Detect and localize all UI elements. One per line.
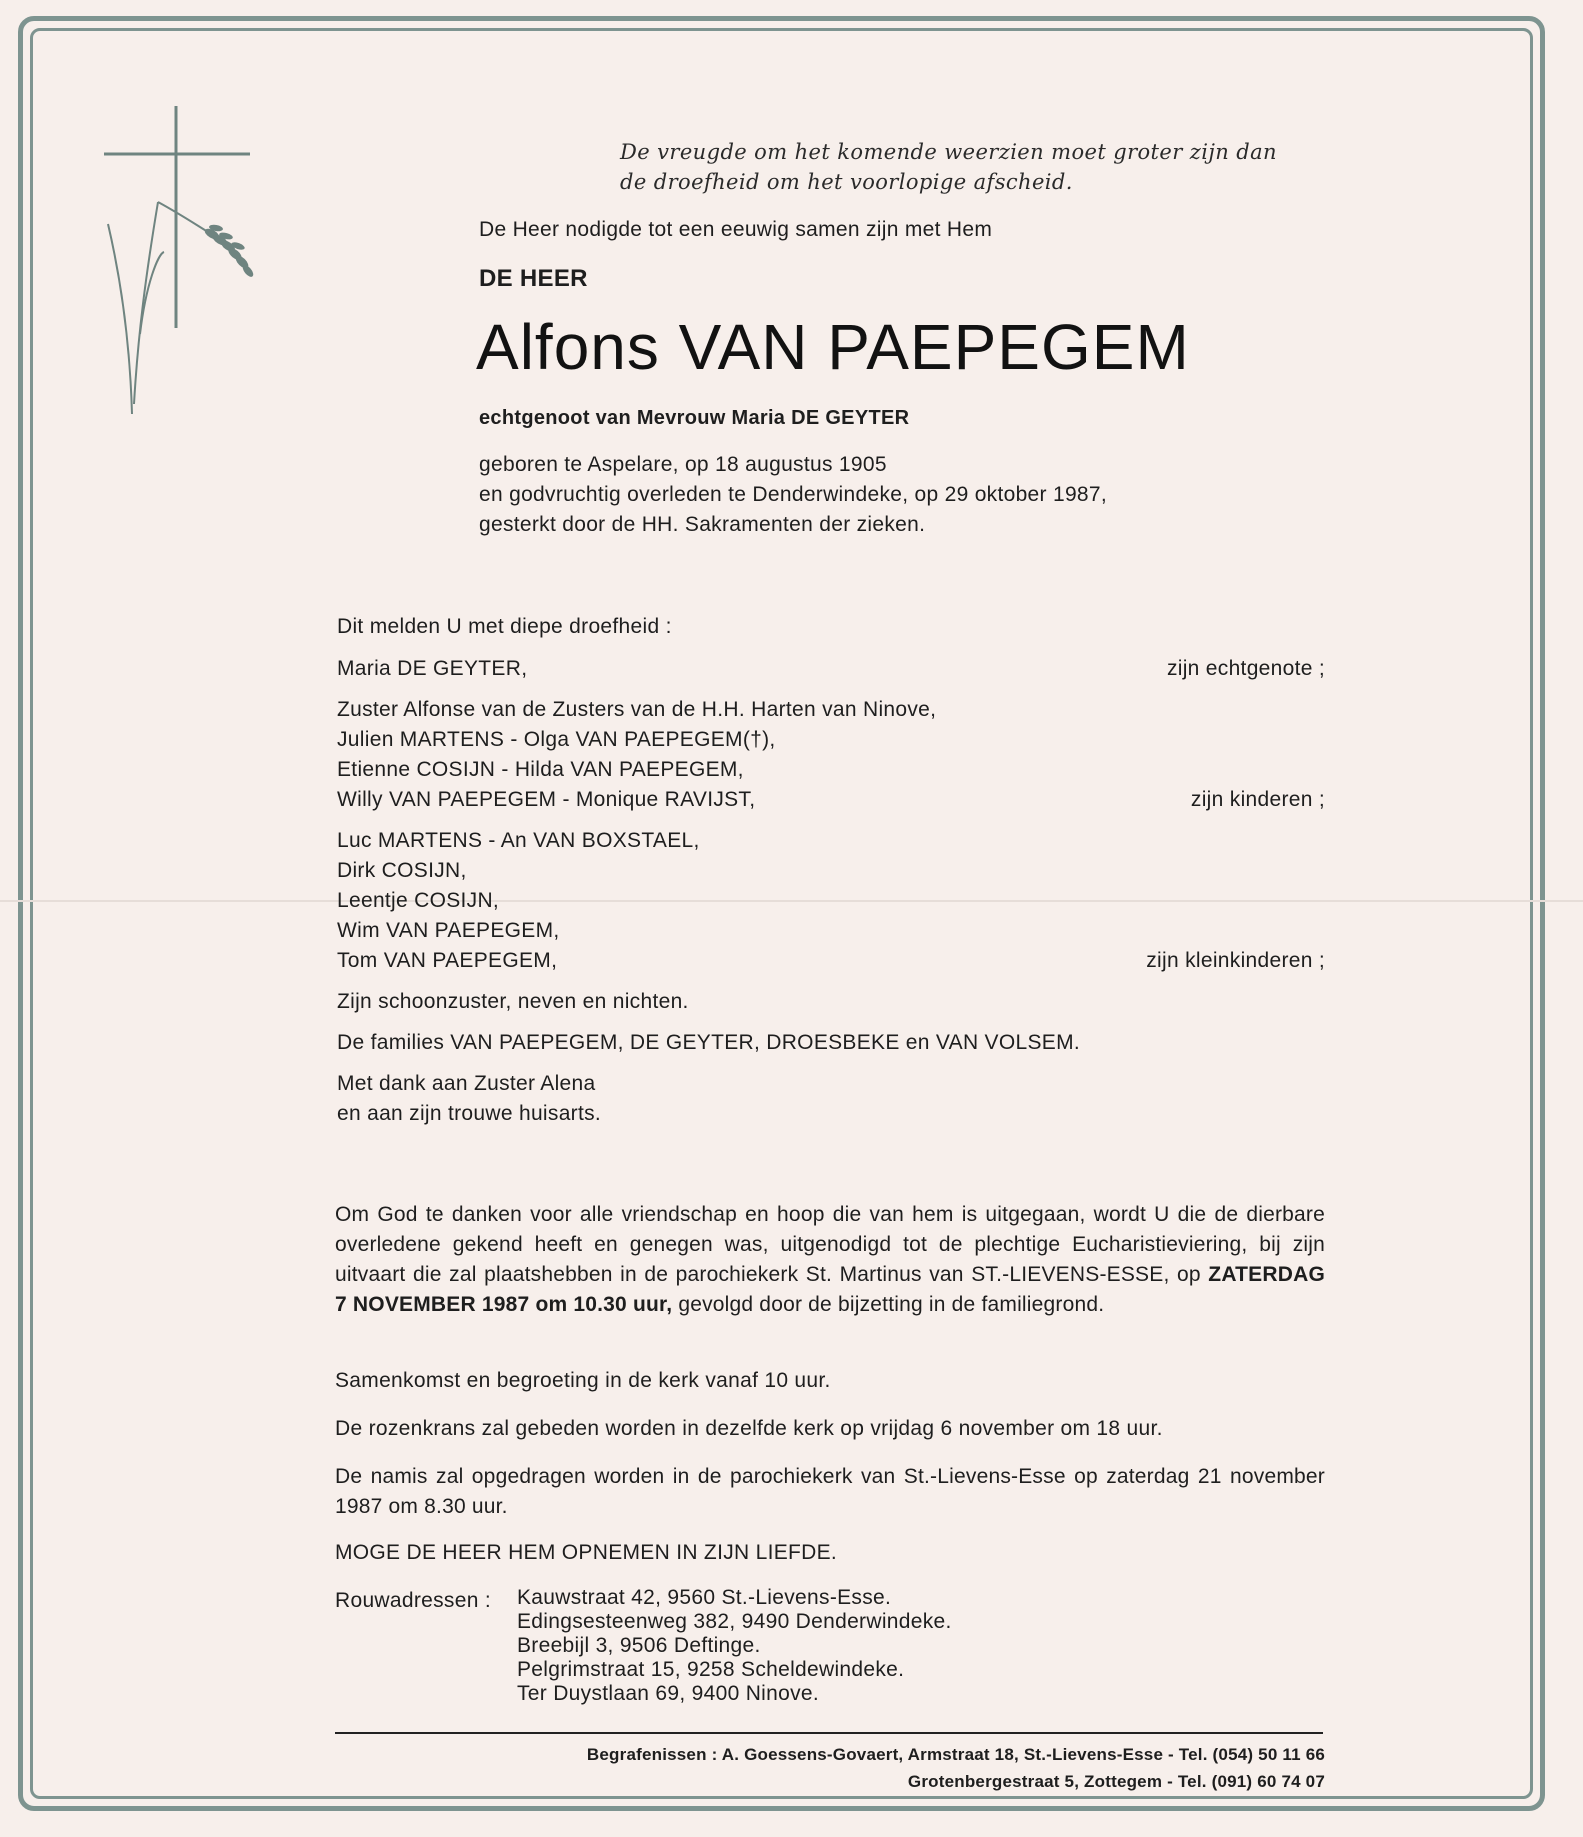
birth-line: geboren te Aspelare, op 18 augustus 1905 <box>479 453 887 476</box>
footer-line-1: Begrafenissen : A. Goessens-Govaert, Armstraat 18, St.-Lievens-Esse - Tel. (054) 50 11 66 <box>586 1745 1325 1764</box>
child-name: Willy VAN PAEPEGEM - Monique RAVIJST, <box>337 788 756 811</box>
wife-name: Maria DE GEYTER, <box>337 657 528 680</box>
grandchildren-list <box>337 826 700 976</box>
inlaws-line: Zijn schoonzuster, neven en nichten. <box>337 990 689 1013</box>
children-list <box>337 695 936 815</box>
sacrament-line: gesterkt door de HH. Sakramenten der zieken. <box>479 513 926 536</box>
address-line: Ter Duystlaan 69, 9400 Ninove. <box>517 1682 820 1705</box>
service-paragraph <box>335 1200 1325 1320</box>
service-text-1: Om God te danken voor alle vriendschap en hoop die van hem is uitgegaan, wordt U die de dierbare overledene gekend heeft en genegen was, uitgenodigd tot de plechtige Eucharistieviering, bij zijn uitvaart die zal plaatshebben in de parochiekerk St. Martinus van ST.-LIEVENS-ESSE, op <box>335 1203 1325 1286</box>
thanks-line: Met dank aan Zuster Alena <box>337 1072 596 1095</box>
addresses-label: Rouwadressen : <box>335 1589 491 1612</box>
grandchild-name: Luc MARTENS - An VAN BOXSTAEL, <box>337 829 700 852</box>
grandchild-name: Leentje COSIJN, <box>337 889 500 912</box>
footer-divider <box>335 1732 1323 1734</box>
address-line: Pelgrimstraat 15, 9258 Scheldewindeke. <box>517 1658 905 1681</box>
grandchild-name: Dirk COSIJN, <box>337 859 467 882</box>
mass-paragraph: De namis zal opgedragen worden in de parochiekerk van St.-Lievens-Esse op zaterdag 21 november 1987 om 8.30 uur. <box>335 1465 1325 1518</box>
cross-wheat-icon <box>100 104 260 424</box>
intro-text: De Heer nodigde tot een eeuwig samen zijn met Hem <box>479 218 993 241</box>
wife-relation: zijn echtgenote ; <box>1166 657 1325 680</box>
title-text: DE HEER <box>479 265 588 292</box>
thanks-block <box>337 1069 601 1129</box>
quote-line-1: De vreugde om het komende weerzien moet groter zijn dan <box>620 140 1277 164</box>
deceased-name: Alfons VAN PAEPEGEM <box>476 311 1190 383</box>
rosary-line: De rozenkrans zal gebeden worden in dezelfde kerk op vrijdag 6 november om 18 uur. <box>335 1417 1163 1440</box>
spouse-line: echtgenoot van Mevrouw Maria DE GEYTER <box>479 407 910 429</box>
service-text-2: gevolgd door de bijzetting in de familiegrond. <box>672 1293 1105 1316</box>
fold-line <box>0 900 1583 902</box>
address-line: Edingsesteenweg 382, 9490 Denderwindeke. <box>517 1610 952 1633</box>
families-line: De families VAN PAEPEGEM, DE GEYTER, DROESBEKE en VAN VOLSEM. <box>337 1031 1081 1054</box>
quote-line-2: de droefheid om het voorlopige afscheid. <box>620 170 1073 194</box>
child-name: Zuster Alfonse van de Zusters van de H.H. Harten van Ninove, <box>337 698 937 721</box>
death-line: en godvruchtig overleden te Denderwindeke, op 29 oktober 1987, <box>479 483 1108 506</box>
closing-line: MOGE DE HEER HEM OPNEMEN IN ZIJN LIEFDE. <box>335 1541 838 1564</box>
child-name: Etienne COSIJN - Hilda VAN PAEPEGEM, <box>337 758 744 781</box>
footer-line-2: Grotenbergestraat 5, Zottegem - Tel. (091) 60 74 07 <box>907 1772 1325 1791</box>
address-line: Kauwstraat 42, 9560 St.-Lievens-Esse. <box>517 1586 892 1609</box>
child-name: Julien MARTENS - Olga VAN PAEPEGEM(†), <box>337 728 776 751</box>
grandchild-name: Wim VAN PAEPEGEM, <box>337 919 560 942</box>
grandchild-name: Tom VAN PAEPEGEM, <box>337 949 558 972</box>
addresses-list <box>517 1586 952 1706</box>
address-line: Breebijl 3, 9506 Deftinge. <box>517 1634 761 1657</box>
announce-line: Dit melden U met diepe droefheid : <box>337 615 672 638</box>
life-details <box>479 450 1107 540</box>
service-date: ZATERDAG 7 NOVEMBER 1987 om 10.30 uur, <box>335 1263 1325 1316</box>
grandchildren-relation: zijn kleinkinderen ; <box>1146 949 1325 972</box>
children-relation: zijn kinderen ; <box>1190 788 1325 811</box>
thanks-line: en aan zijn trouwe huisarts. <box>337 1102 602 1125</box>
gathering-line: Samenkomst en begroeting in de kerk vanaf 10 uur. <box>335 1369 831 1392</box>
